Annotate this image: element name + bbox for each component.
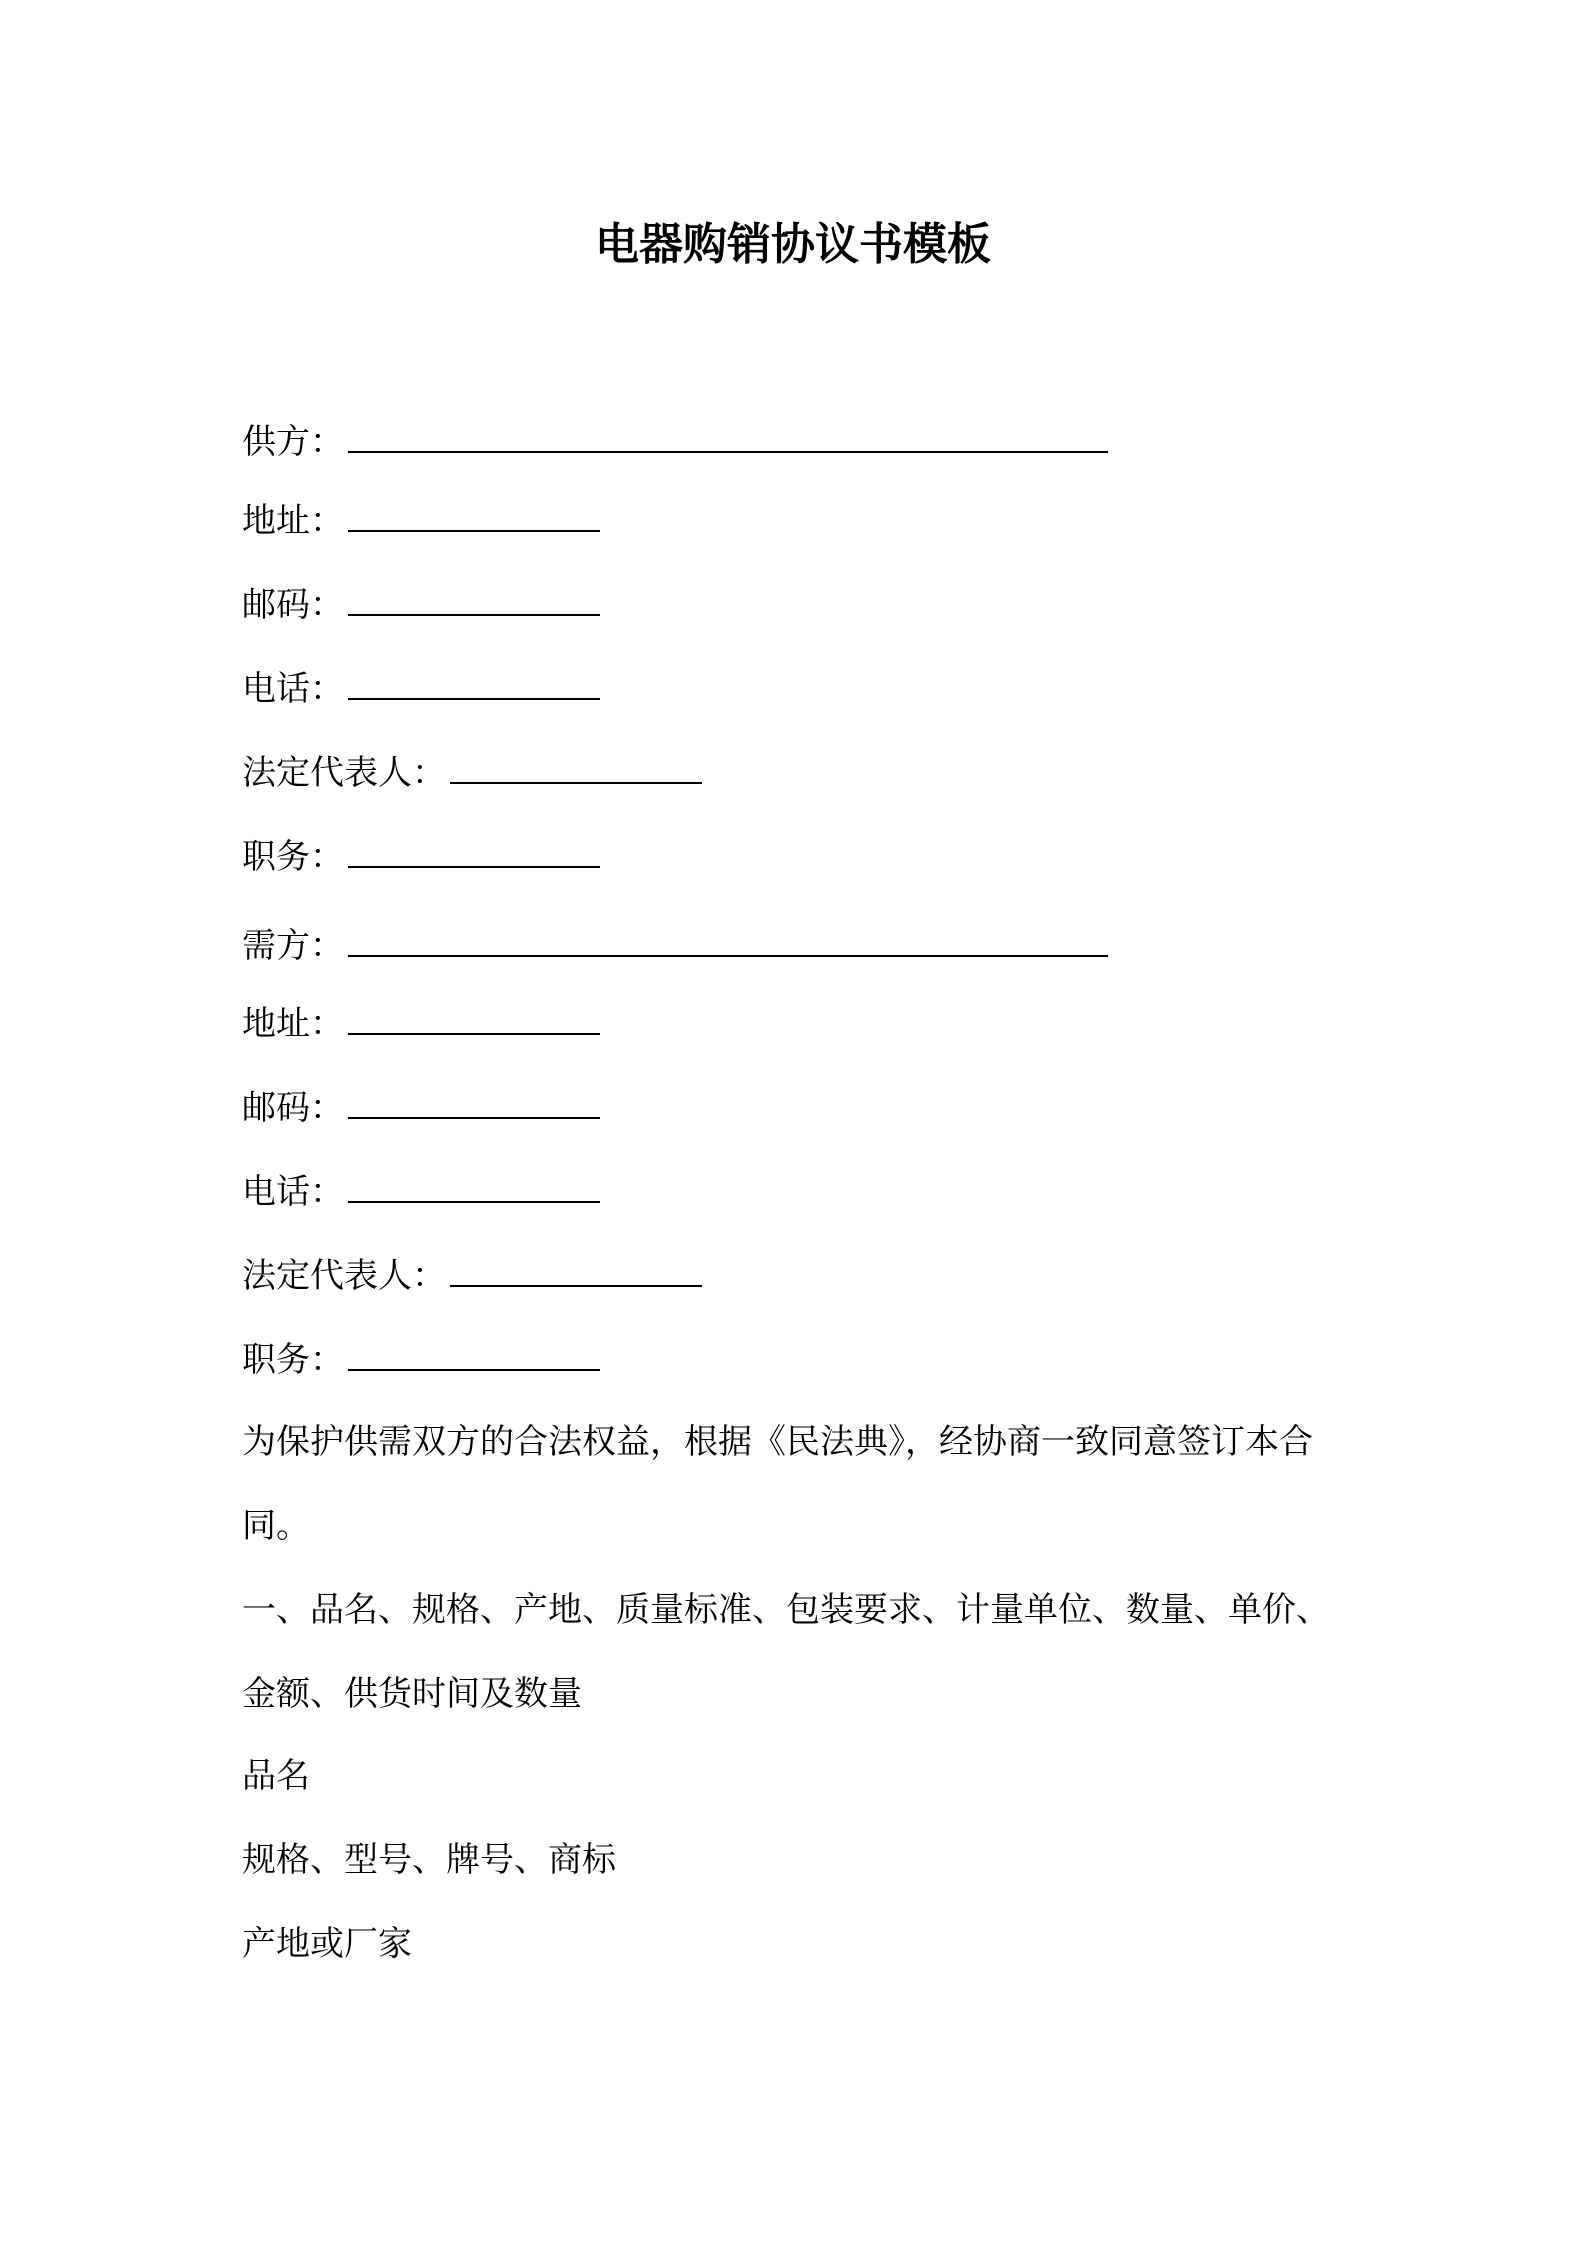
supplier-legal-rep-blank	[450, 748, 702, 784]
supplier-position-blank	[348, 832, 600, 868]
buyer-party-line	[242, 921, 1108, 971]
buyer-party-label: 需方：	[242, 926, 344, 966]
item-product-name: 品名	[242, 1756, 310, 1796]
supplier-postcode-line	[242, 580, 600, 630]
supplier-position-line	[242, 832, 600, 882]
section-1-heading: 一、品名、规格、产地、质量标准、包装要求、计量单位、数量、单价、金额、供货时间及数量	[242, 1590, 1330, 1714]
buyer-phone-label: 电话：	[242, 1172, 344, 1212]
buyer-address-line	[242, 999, 600, 1049]
buyer-address-label: 地址：	[242, 1004, 344, 1044]
buyer-legal-rep-line	[242, 1251, 702, 1301]
buyer-postcode-label: 邮码：	[242, 1088, 344, 1128]
supplier-phone-line	[242, 664, 600, 714]
supplier-position-label: 职务：	[242, 837, 344, 877]
item-spec-model: 规格、型号、牌号、商标	[242, 1840, 616, 1880]
supplier-phone-blank	[348, 664, 600, 700]
buyer-legal-rep-label: 法定代表人：	[242, 1256, 446, 1296]
supplier-legal-rep-label: 法定代表人：	[242, 753, 446, 793]
supplier-postcode-blank	[348, 580, 600, 616]
buyer-postcode-blank	[348, 1083, 600, 1119]
buyer-phone-line	[242, 1167, 600, 1217]
buyer-position-label: 职务：	[242, 1340, 344, 1380]
supplier-legal-rep-line	[242, 748, 702, 798]
buyer-party-blank	[348, 921, 1108, 957]
buyer-position-line	[242, 1335, 600, 1385]
buyer-postcode-line	[242, 1083, 600, 1133]
supplier-postcode-label: 邮码：	[242, 585, 344, 625]
buyer-phone-blank	[348, 1167, 600, 1203]
document-title: 电器购销协议书模板	[595, 219, 991, 270]
item-origin-manufacturer: 产地或厂家	[242, 1924, 412, 1964]
supplier-phone-label: 电话：	[242, 669, 344, 709]
supplier-party-line	[242, 417, 1108, 467]
buyer-legal-rep-blank	[450, 1251, 702, 1287]
buyer-address-blank	[348, 999, 600, 1035]
buyer-position-blank	[348, 1335, 600, 1371]
supplier-address-line	[242, 496, 600, 546]
supplier-party-blank	[348, 417, 1108, 453]
intro-paragraph: 为保护供需双方的合法权益，根据《民法典》，经协商一致同意签订本合同。	[242, 1422, 1313, 1546]
supplier-address-label: 地址：	[242, 501, 344, 541]
supplier-party-label: 供方：	[242, 422, 344, 462]
supplier-address-blank	[348, 496, 600, 532]
